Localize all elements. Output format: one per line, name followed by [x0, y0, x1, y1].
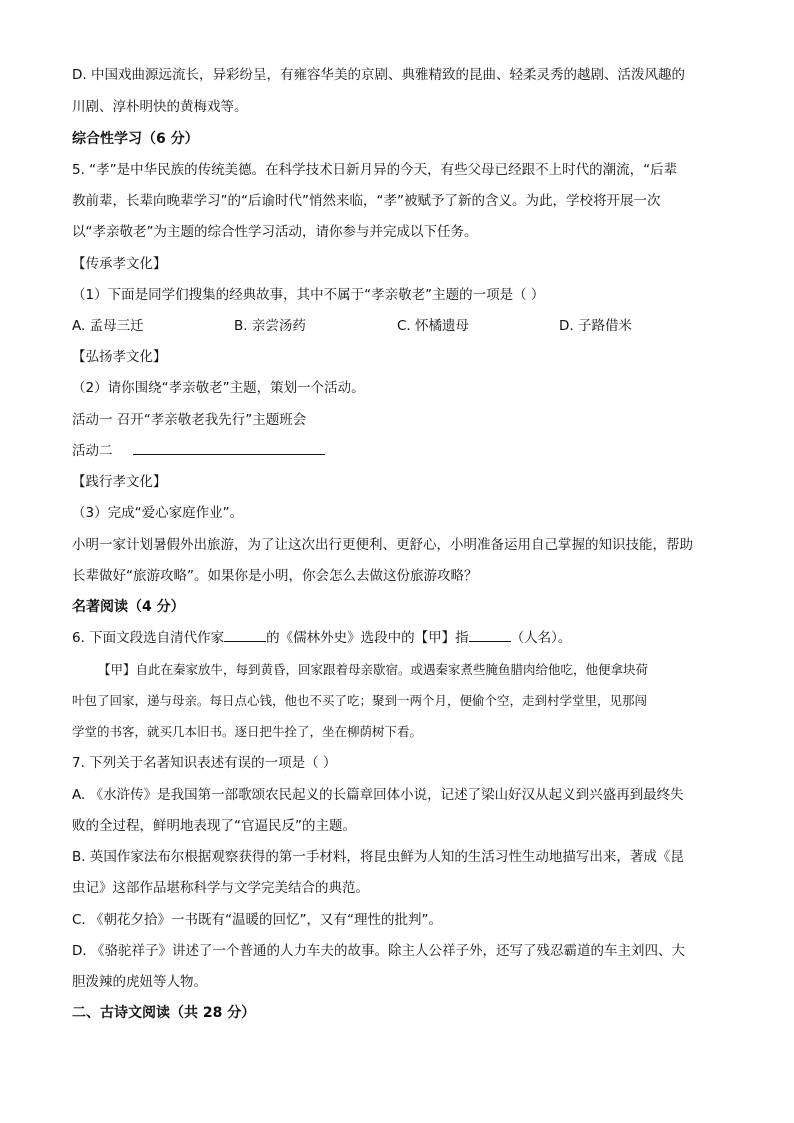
activity-two-label: 活动二	[72, 443, 113, 459]
question-5-sub-3-line-2: 长辈做好“旅游攻略”。如果你是小明，你会怎么去做这份旅游攻略？	[72, 568, 478, 584]
subheading-hongyang: 【弘扬孝文化】	[72, 349, 167, 365]
question-5-line-1: 5. “孝”是中华民族的传统美德。在科学技术日新月异的今天，有些父母已经跟不上时代的潮流，“后辈	[72, 162, 678, 178]
subheading-jianxing: 【践行孝文化】	[72, 474, 167, 490]
person-blank[interactable]	[469, 627, 511, 642]
option-a: A. 孟母三迁	[72, 318, 144, 334]
subheading-chuancheng: 【传承孝文化】	[72, 256, 167, 272]
question-6	[72, 627, 571, 649]
excerpt-jia-line-2: 叶包了回家，递与母亲。每日点心钱，他也不买了吃；聚到一两个月，便偷个空，走到村学堂里，见那闯	[72, 693, 648, 708]
question-7-option-a-line-1: A. 《水浒传》是我国第一部歌颂农民起义的长篇章回体小说，记述了梁山好汉从起义到兴盛再到最终失	[72, 787, 684, 803]
option-d: D. 子路借米	[559, 318, 632, 334]
question-6-part-2: 的《儒林外史》选段中的【甲】指	[266, 630, 469, 646]
option-b: B. 亲尝汤药	[234, 318, 306, 334]
activity-two-blank[interactable]	[133, 440, 325, 455]
question-6-part-1: 6. 下面文段选自清代作家	[72, 630, 225, 646]
options-row	[72, 315, 722, 337]
activity-one: 活动一 召开“孝亲敬老我先行”主题班会	[72, 412, 307, 428]
question-7-option-a-line-2: 败的全过程，鲜明地表现了“官逼民反”的主题。	[72, 818, 356, 834]
question-5-sub-1: （1）下面是同学们搜集的经典故事，其中不属于“孝亲敬老”主题的一项是（ ）	[72, 287, 545, 303]
question-7-option-b-line-2: 虫记》这部作品堪称科学与文学完美结合的典范。	[72, 880, 369, 896]
activity-two-row	[72, 440, 325, 462]
question-7-option-d-line-1: D. 《骆驼祥子》讲述了一个普通的人力车夫的故事。除主人公祥子外，还写了残忍霸道的车主刘四、大	[72, 943, 685, 959]
option-c: C. 怀橘遗母	[397, 318, 470, 334]
question-6-part-3: （人名）。	[510, 630, 572, 646]
option-d-line-1: D. 中国戏曲源远流长，异彩纷呈，有雍容华美的京剧、典雅精致的昆曲、轻柔灵秀的越剧、活泼风趣的	[72, 67, 685, 83]
question-5-sub-3: （3）完成“爱心家庭作业”。	[72, 505, 244, 521]
section-heading-reading: 名著阅读（4 分）	[72, 599, 185, 615]
question-7-option-d-line-2: 胆泼辣的虎妞等人物。	[72, 974, 207, 990]
question-5-line-2: 教前辈，长辈向晚辈学习”的“后谕时代”悄然来临，“孝”被赋予了新的含义。为此，学校将开展一次	[72, 193, 661, 209]
question-7: 7. 下列关于名著知识表述有误的一项是（ ）	[72, 755, 337, 771]
question-7-option-c: C. 《朝花夕拾》一书既有“温暖的回忆”，又有“理性的批判”。	[72, 912, 442, 928]
question-7-option-b-line-1: B. 英国作家法布尔根据观察获得的第一手材料，将昆虫鲜为人知的生活习性生动地描写出来，著成《昆	[72, 849, 684, 865]
option-d-line-2: 川剧、淳朴明快的黄梅戏等。	[72, 99, 248, 115]
author-blank[interactable]	[224, 627, 266, 642]
section-heading-comprehensive: 综合性学习（6 分）	[72, 131, 199, 147]
section-heading-classical: 二、古诗文阅读（共 28 分）	[72, 1005, 256, 1021]
question-5-sub-3-line-1: 小明一家计划暑假外出旅游，为了让这次出行更便利、更舒心，小明准备运用自己掌握的知识技能，帮助	[72, 537, 693, 553]
excerpt-jia-line-3: 学堂的书客，就买几本旧书。逐日把牛拴了，坐在柳荫树下看。	[72, 724, 423, 739]
question-5-sub-2: （2）请你围绕“孝亲敬老”主题，策划一个活动。	[72, 380, 365, 396]
excerpt-jia-line-1: 【甲】自此在秦家放牛，每到黄昏，回家跟着母亲歇宿。或遇秦家煮些腌鱼腊肉给他吃，他便拿块荷	[98, 662, 649, 677]
question-5-line-3: 以“孝亲敬老”为主题的综合性学习活动，请你参与并完成以下任务。	[72, 224, 478, 240]
